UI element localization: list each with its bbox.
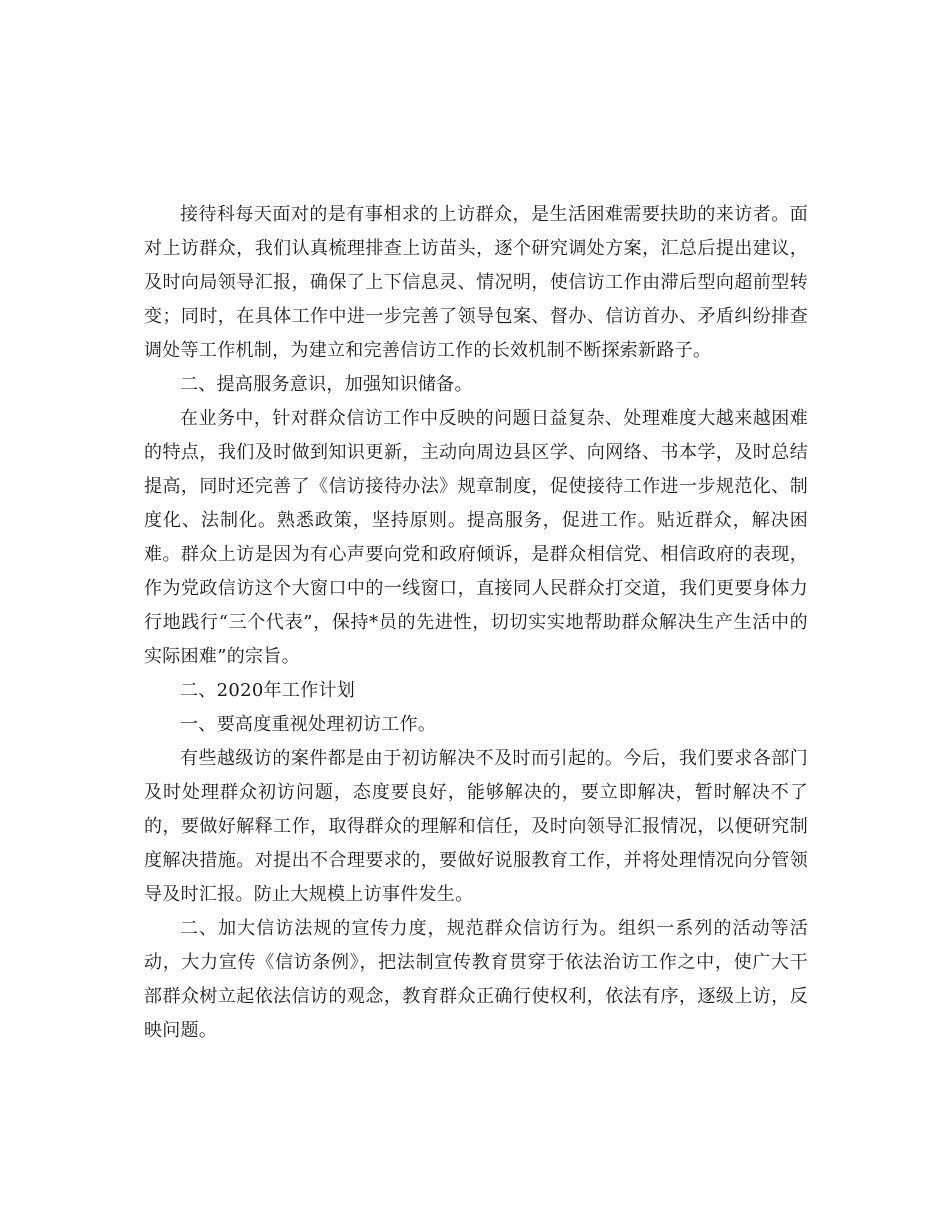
paragraph-initial-visits: 有些越级访的案件都是由于初访解决不及时而引起的。今后，我们要求各部门及时处理群众初访问题，态度要良好，能够解决的，要立即解决，暂时解决不了的，要做好解释工作，取得群众的理解和信任，及时向领导汇报情况，以便研究制度解决措施。对提出不合理要求的，要做好说服教育工作，并将处理情况向分管领导及时汇报。防止大规模上访事件发生。 bbox=[144, 748, 808, 905]
heading-initial-visits: 一、要高度重视处理初访工作。 bbox=[180, 714, 437, 735]
heading-work-plan-2020: 二、2020年工作计划 bbox=[180, 680, 356, 701]
paragraph-reception-work: 接待科每天面对的是有事相求的上访群众，是生活困难需要扶助的来访者。面对上访群众，我们认真梳理排查上访苗头，逐个研究调处方案，汇总后提出建议，及时向局领导汇报，确保了上下信息灵、情况明，使信访工作由滞后型向超前型转变；同时，在具体工作中进一步完善了领导包案、督办、信访首办、矛盾纠纷排查调处等工作机制，为建立和完善信访工作的长效机制不断探索新路子。 bbox=[144, 204, 808, 361]
heading-service-awareness: 二、提高服务意识，加强知识储备。 bbox=[180, 374, 473, 395]
document-body bbox=[144, 198, 808, 1048]
paragraph-knowledge-update: 在业务中，针对群众信访工作中反映的问题日益复杂、处理难度大越来越困难的特点，我们及时做到知识更新，主动向周边县区学、向网络、书本学，及时总结提高，同时还完善了《信访接待办法》规章制度，促使接待工作进一步规范化、制度化、法制化。熟悉政策，坚持原则。提高服务，促进工作。贴近群众，解决困难。群众上访是因为有心声要向党和政府倾诉，是群众相信党、相信政府的表现，作为党政信访这个大窗口中的一线窗口，直接同人民群众打交道，我们更要身体力行地践行“三个代表”，保持*员的先进性，切切实实地帮助群众解决生产生活中的实际困难”的宗旨。 bbox=[144, 408, 808, 667]
paragraph-regulation-publicity: 二、加大信访法规的宣传力度，规范群众信访行为。组织一系列的活动等活动，大力宣传《信访条例》，把法制宣传教育贯穿于依法治访工作之中，使广大干部群众树立起依法信访的观念，教育群众正确行使权利，依法有序，逐级上访，反映问题。 bbox=[144, 918, 808, 1041]
